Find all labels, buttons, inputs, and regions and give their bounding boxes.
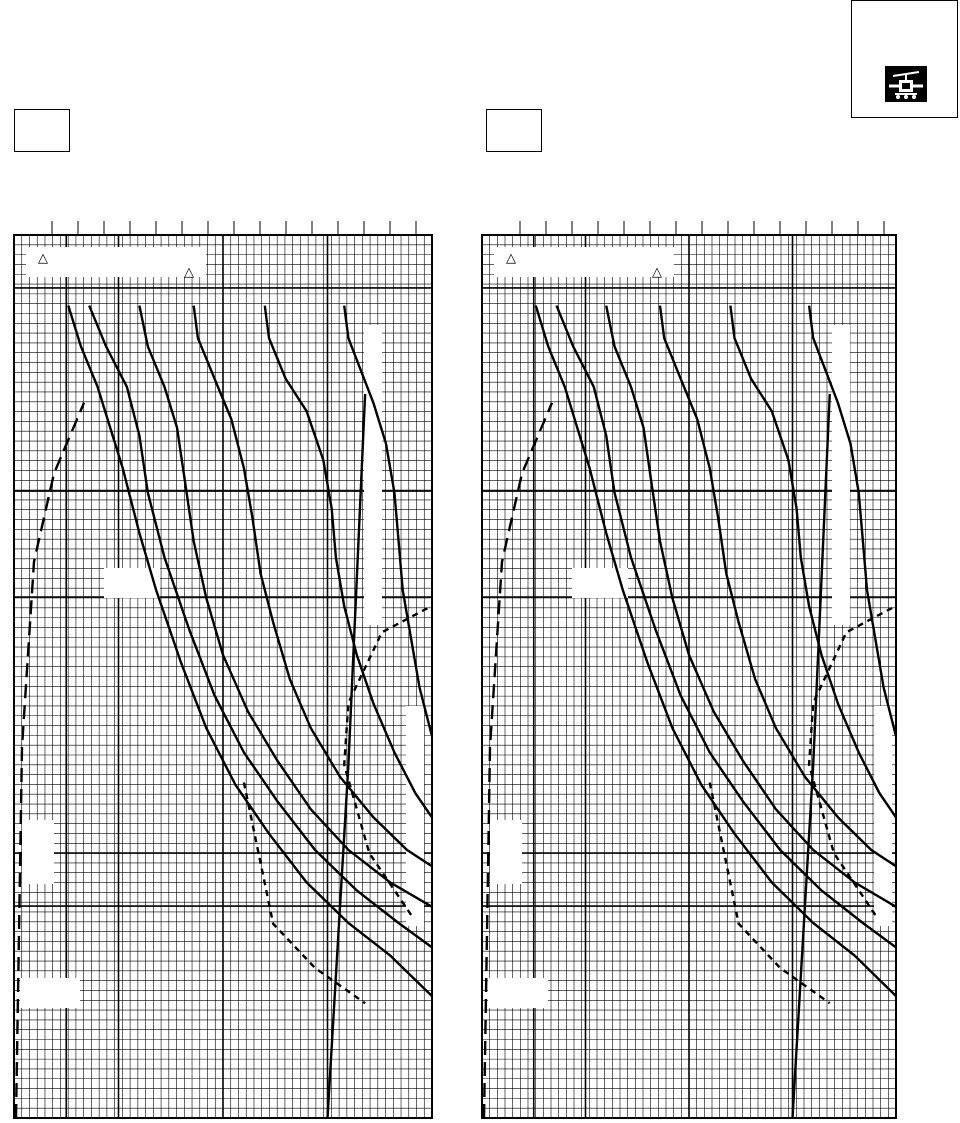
legend-glyph-a-0: △ — [38, 251, 48, 266]
dashed-limit-1 — [484, 403, 552, 1118]
legend-glyph-b-1: △ — [652, 265, 662, 280]
label-blank-b-1 — [490, 820, 522, 884]
label-blank-c-0 — [20, 978, 80, 1008]
vertical-limit-0 — [328, 394, 366, 1118]
label-blank-d-0 — [364, 325, 382, 625]
label-blank-c-1 — [488, 978, 548, 1008]
curve-1-2 — [606, 306, 896, 907]
vertical-limit-1 — [793, 394, 830, 1118]
legend-glyph-a-1: △ — [506, 251, 516, 266]
label-blank-b-0 — [22, 820, 54, 884]
curve-1-3 — [660, 306, 896, 867]
dashed-limit-0 — [16, 403, 84, 1118]
legend-glyph-b-0: △ — [184, 265, 194, 280]
label-blank-e-1 — [874, 706, 892, 926]
curve-1-5 — [809, 306, 896, 737]
legend-box-1 — [494, 247, 674, 277]
legend-box-0 — [26, 247, 206, 277]
curve-0-3 — [194, 306, 432, 867]
curve-0-2 — [139, 306, 432, 907]
label-blank-d-1 — [832, 325, 850, 625]
curve-0-5 — [344, 306, 432, 737]
